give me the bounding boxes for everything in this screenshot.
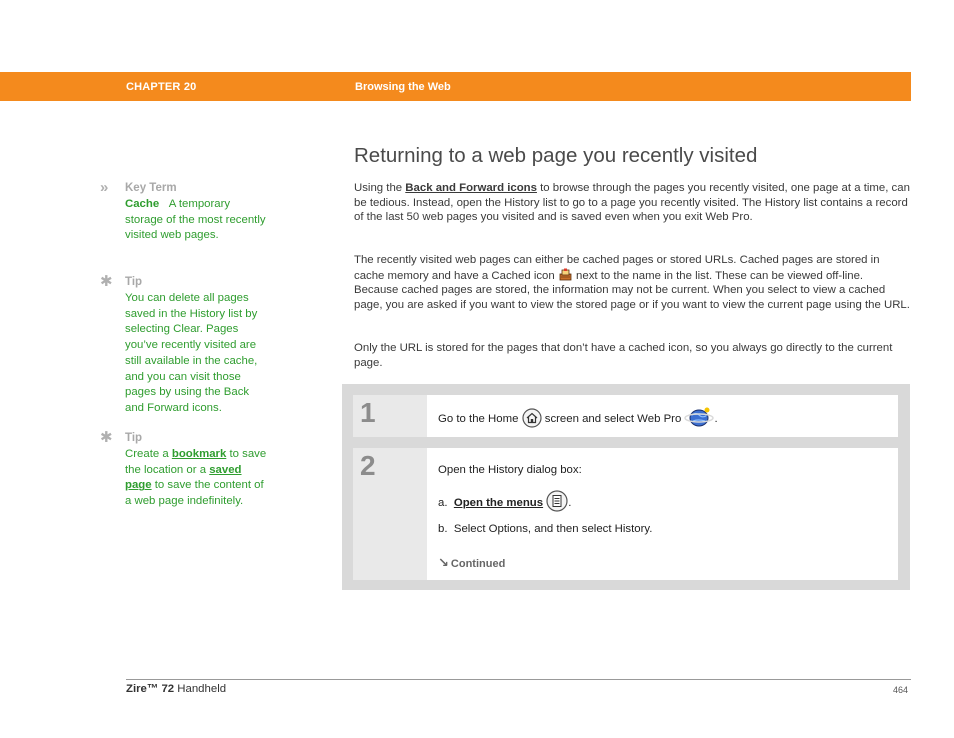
web-pro-globe-icon [684, 406, 714, 431]
key-term-note [100, 179, 270, 262]
chapter-title: Browsing the Web [355, 81, 451, 93]
open-the-menus-link[interactable]: Open the menus [453, 497, 544, 509]
saved-page-link[interactable]: saved page [125, 463, 242, 492]
asterisk-icon: ✱ [100, 273, 113, 290]
p2-text-post: next to the name in the list. These can be viewed off-line. Because cached pages are stored, the information may not be current. When you select to view a cached page, you are asked if you want to view the stored page or if you want to view the current page using the URL. [354, 269, 910, 311]
cache-paragraph [354, 253, 910, 312]
step-number: 1 [360, 397, 376, 428]
p1-text-post: to browse through the pages you recently visited, one page at a time, can be tedious. Instead, open the History list to go to a page you recently visited. The History list contains a record of the last 50 web pages you visited and is saved even when you exit Web Pro. [354, 182, 910, 224]
continued-arrow-icon: ↘ [438, 555, 449, 570]
tip-note-history [100, 273, 270, 416]
step-2a-label: a. [438, 497, 448, 509]
step-number-box [353, 448, 427, 580]
tip-note-bookmark [100, 429, 270, 527]
home-icon [522, 408, 542, 431]
footer-product: Handheld [174, 683, 227, 695]
p2-text-pre: The recently visited web pages can either be cached pages or stored URLs. Cached pages are stored in cache memory and have a Cached icon [354, 254, 880, 282]
step-1-text-pre: Go to the Home [438, 413, 522, 425]
step-number: 2 [360, 450, 376, 481]
p1-text-pre: Using the [354, 182, 406, 194]
step-2a-text-post: . [568, 497, 572, 509]
step-2-intro: Open the History dialog box: [438, 464, 582, 476]
step-2b-text: Select Options, and then select History. [453, 523, 653, 535]
continued-indicator [438, 555, 505, 571]
step-number-box [353, 395, 427, 437]
step-1-text-post: . [714, 413, 718, 425]
intro-paragraph [354, 181, 910, 225]
menu-icon [546, 490, 568, 515]
url-paragraph: Only the URL is stored for the pages that don’t have a cached icon, so you always go directly to the current page. [354, 342, 893, 369]
cached-page-icon [559, 268, 572, 281]
step-2b-label: b. [438, 523, 448, 535]
tip-text: You can delete all pages saved in the History list by selecting Clear. Pages you’ve recently visited are still available in the cache, and you can visit those pages by using the Back and Forward icons. [125, 292, 258, 414]
step-body [427, 448, 898, 580]
double-chevron-icon: » [100, 179, 109, 196]
key-term-definition: A temporary storage of the most recently visited web pages. [125, 198, 266, 242]
tip-text [125, 447, 271, 510]
tip-heading: Tip [125, 432, 143, 444]
footer-product-name [126, 683, 226, 695]
footer-brand: Zire™ 72 [126, 683, 175, 695]
tip2-text-mid: to save the location or a [125, 448, 267, 476]
chapter-label: CHAPTER 20 [126, 81, 197, 93]
step-body [427, 395, 898, 437]
tip2-text-post: to save the content of a web page indefinitely. [125, 479, 264, 508]
page-title: Returning to a web page you recently visited [354, 144, 758, 167]
tip2-text-pre: Create a [125, 448, 172, 460]
key-term-text [125, 197, 271, 244]
steps-panel [342, 384, 910, 590]
back-forward-icons-link[interactable]: Back and Forward icons [405, 182, 537, 194]
footer-divider [126, 679, 911, 680]
step-2 [353, 448, 898, 580]
step-2a [438, 490, 571, 515]
step-1 [353, 395, 898, 437]
page-number: 464 [893, 685, 909, 695]
step-2b [438, 523, 652, 535]
step-1-text-mid: screen and select Web Pro [541, 413, 685, 425]
continued-label: Continued [450, 558, 506, 570]
asterisk-icon: ✱ [100, 429, 113, 446]
key-term-heading: Key Term [125, 182, 177, 194]
tip-heading: Tip [125, 276, 143, 288]
key-term-word: Cache [125, 198, 160, 210]
step-1-instruction [438, 406, 718, 431]
bookmark-link[interactable]: bookmark [171, 448, 227, 460]
